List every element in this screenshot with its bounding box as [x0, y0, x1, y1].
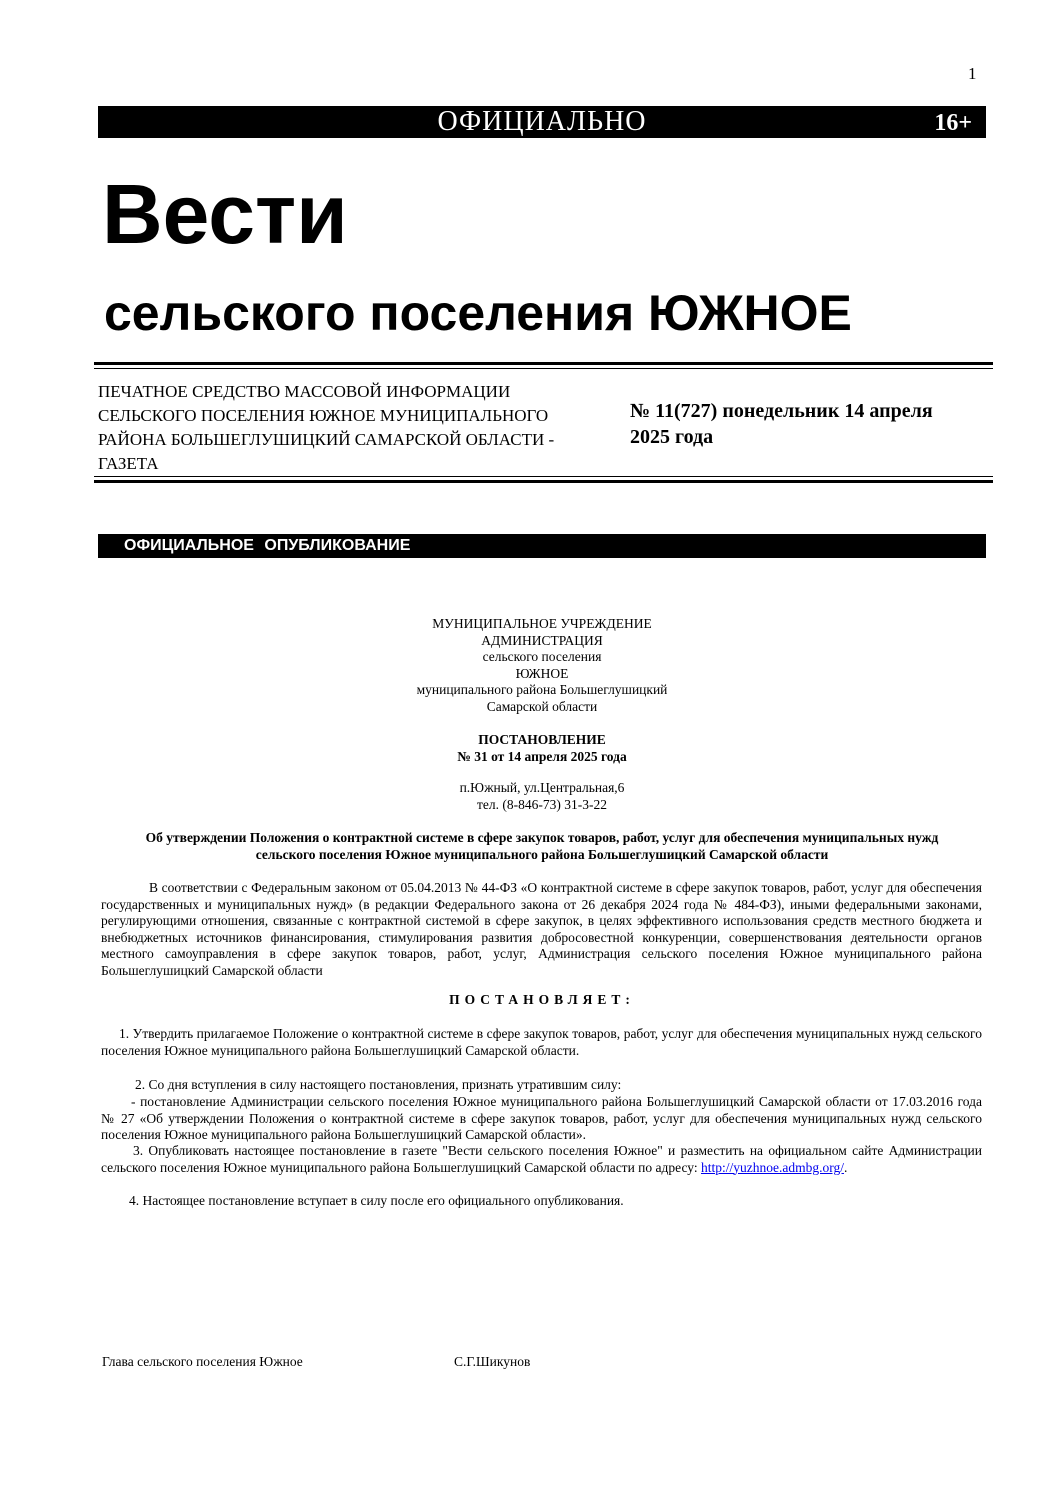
publisher-info	[98, 380, 588, 476]
issuer-line: Самарской области	[486, 698, 598, 714]
decree-item-1: 1. Утвердить прилагаемое Положение о контрактной системе в сфере закупок товаров, работ, услуг для обеспечения муниципальных нужд сельского поселения Южное муниципального района Большеглушицкий Самарской области.	[101, 1026, 982, 1058]
issuer-line: АДМИНИСТРАЦИЯ	[481, 632, 603, 648]
address-block	[98, 780, 986, 813]
signature-name: С.Г.Шикунов	[454, 1354, 531, 1369]
age-rating-badge: 16+	[934, 110, 972, 136]
decree-item-3	[101, 1143, 982, 1176]
decree-title	[98, 830, 986, 863]
decree-item-3-end: .	[843, 1159, 848, 1175]
issuer-block	[98, 616, 986, 715]
phone: тел. (8-846-73) 31-3-22	[477, 796, 607, 812]
decree-item-2: 2. Со дня вступления в силу настоящего постановления, признать утратившим силу:	[135, 1077, 622, 1092]
issuer-line: ЮЖНОЕ	[515, 665, 569, 681]
masthead-official-label: ОФИЦИАЛЬНО	[437, 106, 647, 137]
issuer-line: сельского поселения	[482, 649, 602, 664]
issue-number-line: № 11(727) понедельник 14 апреля	[630, 400, 933, 422]
masthead-divider-top-thick	[94, 362, 993, 365]
masthead-divider-bottom-thin	[94, 476, 993, 477]
issue-year-line: 2025 года	[630, 426, 714, 448]
issuer-line: МУНИЦИПАЛЬНОЕ УЧРЕЖДЕНИЕ	[432, 616, 652, 631]
decree-item-4: 4. Настоящее постановление вступает в силу после его официального опубликования.	[129, 1193, 624, 1208]
publisher-line: ПЕЧАТНОЕ СРЕДСТВО МАССОВОЙ ИНФОРМАЦИИ	[98, 382, 511, 401]
decree-type: ПОСТАНОВЛЕНИЕ	[478, 732, 606, 747]
official-site-link[interactable]: http://yuzhnoe.admbg.org/	[701, 1159, 844, 1175]
preamble-paragraph: В соответствии с Федеральным законом от 05.04.2013 № 44-ФЗ «О контрактной системе в сфере закупок товаров, работ, услуг для обеспечения государственных и муниципальных нужд» (в редакции Федерального закона от 26 декабря 2024 года № 484-ФЗ), иными федеральными законами, регулирующими отношения, связанные с контрактной системой в сфере закупок, в целях эффективного использования средств местного бюджета и внебюджетных источников финансирования, стимулирования развития добросовестной конкуренции, совершенствования деятельности органов местного самоуправления в сфере закупок товаров, работ, услуг, Администрация сельского поселения Южное муниципального района Большеглушицкий Самарской области	[101, 880, 982, 978]
publisher-line: ГАЗЕТА	[98, 454, 159, 473]
masthead-top-bar	[98, 106, 986, 138]
decree-heading	[98, 732, 986, 765]
issuer-line: муниципального района Большеглушицкий	[416, 682, 668, 697]
masthead-divider-bottom-thick	[94, 480, 993, 483]
section-header-bar	[98, 534, 986, 558]
page-number: 1	[968, 64, 977, 83]
decree-item-2-sub: - постановление Администрации сельского поселения Южное муниципального района Большеглушицкий Самарской области от 17.03.2016 года № 27 «Об утверждении Положения о контрактной системе в сфере закупок товаров, работ, услуг для обеспечения муниципальных нужд сельского поселения Южное муниципального района Большеглушицкий Самарской области».	[101, 1094, 982, 1142]
signature-title: Глава сельского поселения Южное	[102, 1354, 303, 1369]
decree-title-line: Об утверждении Положения о контрактной системе в сфере закупок товаров, работ, услуг для обеспечения муниципальных нужд	[145, 830, 939, 845]
newspaper-title: Вести	[102, 167, 348, 261]
issue-info	[630, 398, 975, 450]
section-header-label: ОФИЦИАЛЬНОЕ ОПУБЛИКОВАНИЕ	[124, 537, 411, 554]
masthead-divider-top-thin	[94, 368, 993, 369]
decree-number: № 31 от 14 апреля 2025 года	[457, 748, 627, 764]
address: п.Южный, ул.Центральная,6	[459, 780, 625, 795]
decree-resolves-word: ПОСТАНОВЛЯЕТ:	[449, 992, 635, 1007]
decree-item-3-text: 3. Опубликовать настоящее постановление в газете "Вести сельского поселения Южное" и разместить на официальном сайте Администрации сельского поселения Южное муниципального района Большеглушицкий Самарской области по адресу:	[101, 1143, 982, 1175]
newspaper-subtitle: сельского поселения ЮЖНОЕ	[104, 285, 852, 341]
decree-title-line: сельского поселения Южное муниципального района Большеглушицкий Самарской области	[255, 846, 829, 862]
publisher-line: СЕЛЬСКОГО ПОСЕЛЕНИЯ ЮЖНОЕ МУНИЦИПАЛЬНОГО	[98, 406, 549, 425]
publisher-line: РАЙОНА БОЛЬШЕГЛУШИЦКИЙ САМАРСКОЙ ОБЛАСТИ -	[98, 430, 555, 449]
